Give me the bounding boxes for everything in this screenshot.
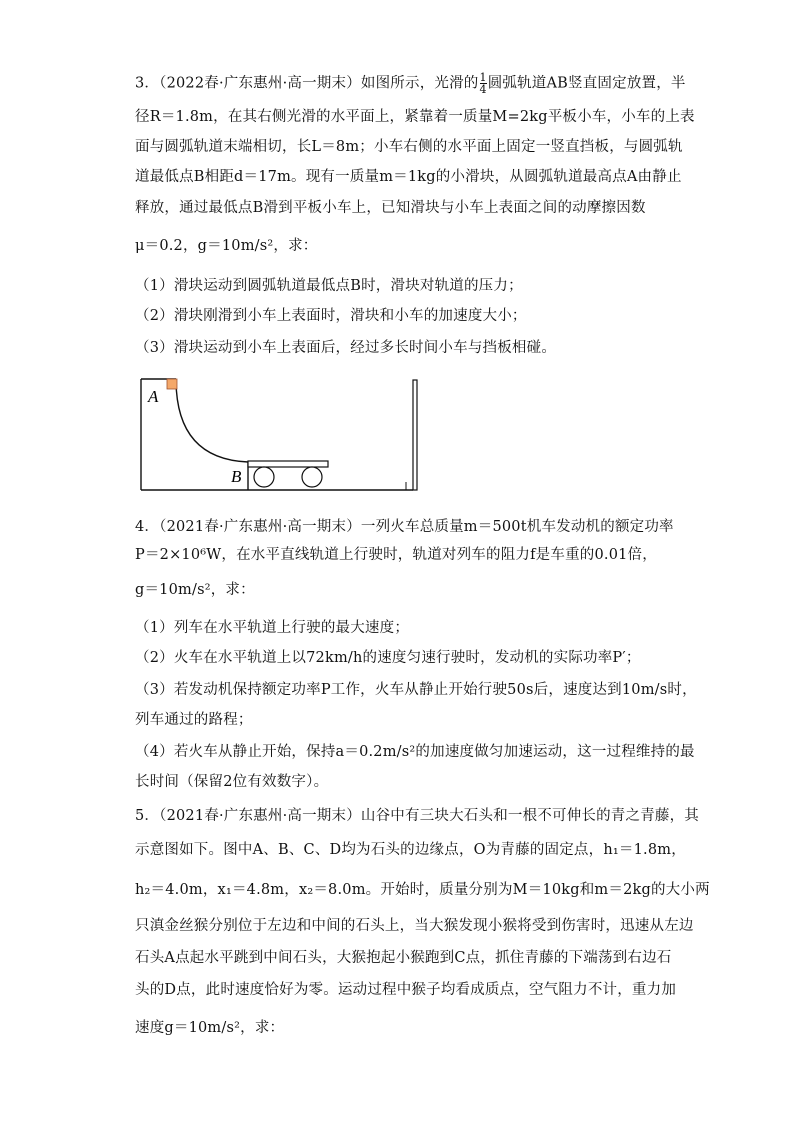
q4-line-2: P＝2×10⁶W，在水平直线轨道上行驶时，轨道对列车的阻力f是车重的0.01倍， <box>135 547 657 563</box>
q3-line-2: 径R＝1.8m，在其右侧光滑的水平面上，紧靠着一质量M=2kg平板小车，小车的上表 <box>135 109 695 125</box>
q3-line-3: 面与圆弧轨道末端相切，长L＝8m；小车右侧的水平面上固定一竖直挡板，与圆弧轨 <box>135 139 683 155</box>
q3-sub-1: （1）滑块运动到圆弧轨道最低点B时，滑块对轨道的压力； <box>135 278 523 294</box>
q3-sub-2: （2）滑块刚滑到小车上表面时，滑块和小车的加速度大小； <box>135 308 527 324</box>
q3-line-4: 道最低点B相距d＝17m。现有一质量m＝1kg的小滑块，从圆弧轨道最高点A由静止 <box>135 169 682 185</box>
q3-line-6: μ＝0.2，g＝10m/s²，求： <box>135 238 318 254</box>
cart-wheel-left <box>254 467 274 487</box>
q4-sub-3b: 列车通过的路程； <box>135 712 253 728</box>
q3-text-1a: 3．（2022春·广东惠州·高一期末）如图所示，光滑的 <box>135 75 479 92</box>
q3-line-5: 释放，通过最低点B滑到平板小车上，已知滑块与小车上表面之间的动摩擦因数 <box>135 200 646 216</box>
q5-line-2: 示意图如下。图中A、B、C、D均为石头的边缘点，O为青藤的固定点，h₁＝1.8m， <box>135 842 686 858</box>
q3-line-1 <box>135 71 686 96</box>
q4-sub-2: （2）火车在水平轨道上以72km/h的速度匀速行驶时，发动机的实际功率P′； <box>135 650 641 666</box>
q5-line-6: 头的D点，此时速度恰好为零。运动过程中猴子均看成质点，空气阻力不计，重力加 <box>135 982 677 998</box>
q5-line-4: 只滇金丝猴分别位于左边和中间的石头上，当大猴发现小猴将受到伤害时，迅速从左边 <box>135 918 694 934</box>
label-b: B <box>231 467 242 486</box>
q3-text-1b: 圆弧轨道AB竖直固定放置，半 <box>487 75 686 92</box>
label-a: A <box>148 387 159 406</box>
q5-line-7: 速度g＝10m/s²，求： <box>135 1020 285 1036</box>
q5-line-5: 石头A点起水平跳到中间石头，大猴抱起小猴跑到C点，抓住青藤的下端荡到右边石 <box>135 950 672 966</box>
q4-sub-4a: （4）若火车从静止开始，保持a＝0.2m/s²的加速度做匀加速运动，这一过程维持的最 <box>135 744 695 760</box>
q4-sub-1: （1）列车在水平轨道上行驶的最大速度； <box>135 620 410 636</box>
q3-sub-3: （3）滑块运动到小车上表面后，经过多长时间小车与挡板相碰。 <box>135 340 557 356</box>
baffle-plate <box>413 380 417 490</box>
q3-figure <box>136 374 426 496</box>
q4-sub-3a: （3）若发动机保持额定功率P工作，火车从静止开始行驶50s后，速度达到10m/s时， <box>135 682 697 698</box>
cart-wheel-right <box>302 467 322 487</box>
arc-track <box>176 379 248 462</box>
q5-line-1: 5．（2021春·广东惠州·高一期末）山谷中有三块大石头和一根不可伸长的青之青藤，其 <box>135 808 699 824</box>
q4-line-1: 4．（2021春·广东惠州·高一期末）一列火车总质量m＝500t机车发动机的额定功率 <box>135 519 674 535</box>
cart-plate <box>248 461 328 467</box>
q4-line-3: g＝10m/s²，求： <box>135 582 255 598</box>
quarter-fraction: $\frac{1}{4}$ <box>479 71 487 96</box>
q4-sub-4b: 长时间（保留2位有效数字）。 <box>135 774 329 790</box>
q5-line-3: h₂＝4.0m，x₁＝4.8m，x₂＝8.0m。开始时，质量分别为M＝10kg和m＝2kg的大小两 <box>135 882 710 898</box>
slider-block <box>167 379 177 389</box>
